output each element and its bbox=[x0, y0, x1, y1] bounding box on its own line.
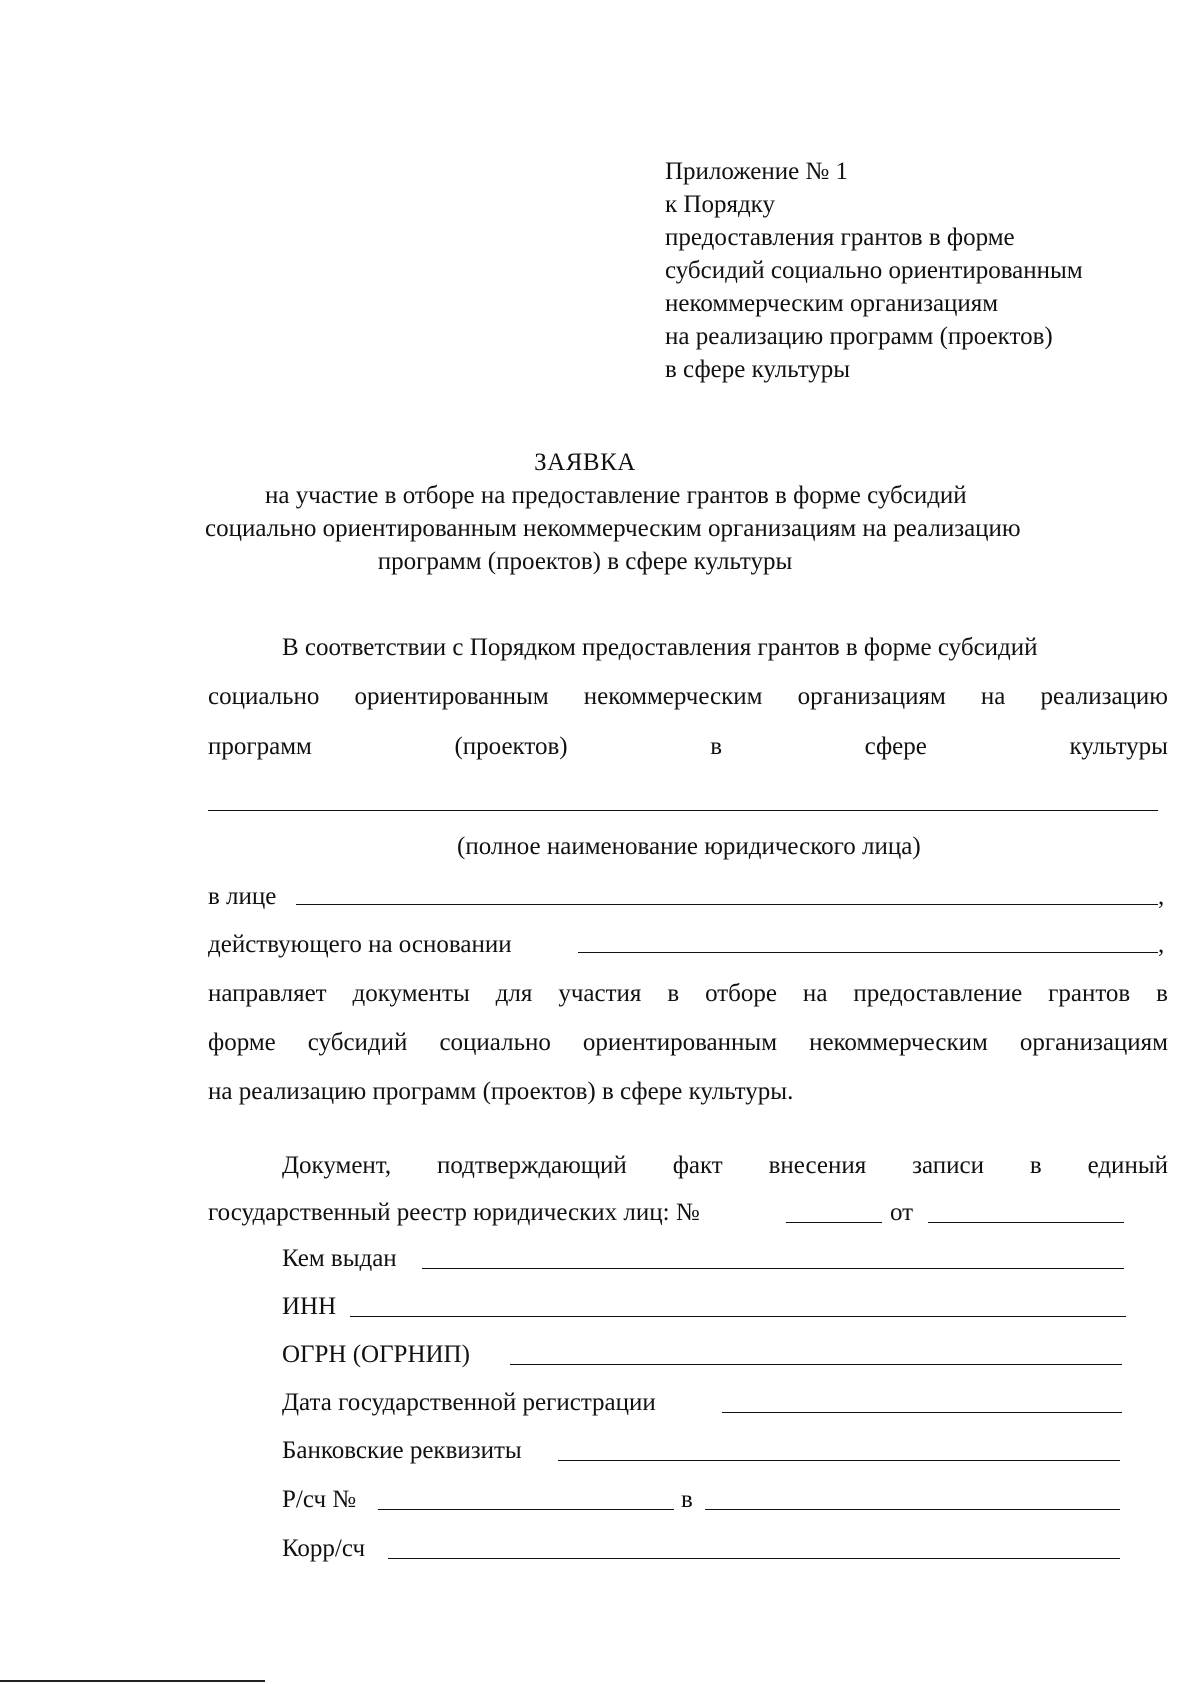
p2-line-3: на реализацию программ (проектов) в сфере культуры. bbox=[208, 1078, 794, 1105]
annex-line-6: на реализацию программ (проектов) bbox=[665, 323, 1053, 350]
p1-word-4: сфере bbox=[864, 733, 927, 760]
account-field[interactable] bbox=[378, 1509, 674, 1510]
annex-line-1: Приложение № 1 bbox=[665, 158, 849, 185]
egrul-number-field[interactable] bbox=[786, 1222, 882, 1223]
acting-basis-field[interactable] bbox=[578, 952, 1158, 953]
issued-by-label: Кем выдан bbox=[282, 1245, 397, 1272]
corr-account-field[interactable] bbox=[388, 1558, 1120, 1559]
annex-line-7: в сфере культуры bbox=[665, 356, 851, 383]
inn-field[interactable] bbox=[350, 1316, 1126, 1317]
account-label: Р/сч № bbox=[282, 1486, 357, 1513]
account-in-label: в bbox=[681, 1486, 693, 1513]
full-name-caption: (полное наименование юридического лица) bbox=[457, 833, 921, 860]
full-name-field[interactable] bbox=[208, 810, 1158, 811]
p2-line-2: форме субсидий социально ориентированным некоммерческим организациям bbox=[208, 1029, 1168, 1056]
scan-edge-line bbox=[0, 1680, 265, 1682]
p3-line-2-prefix: государственный реестр юридических лиц: № bbox=[208, 1199, 700, 1226]
acting-basis-label: действующего на основании bbox=[208, 931, 512, 958]
document-title: ЗАЯВКА bbox=[534, 449, 636, 476]
title-line-3: программ (проектов) в сфере культуры bbox=[377, 548, 793, 575]
annex-line-2: к Порядку bbox=[665, 191, 775, 218]
acting-basis-comma: , bbox=[1158, 931, 1165, 958]
inn-label: ИНН bbox=[282, 1293, 337, 1320]
p3-line-1: Документ, подтверждающий факт внесения записи в единый bbox=[282, 1152, 1168, 1179]
in-person-comma: , bbox=[1158, 883, 1165, 910]
ogrn-field[interactable] bbox=[510, 1364, 1122, 1365]
in-person-label: в лице bbox=[208, 883, 277, 910]
title-line-1: на участие в отборе на предоставление грантов в форме субсидий bbox=[265, 482, 967, 509]
bank-details-label: Банковские реквизиты bbox=[282, 1437, 522, 1464]
annex-header bbox=[665, 155, 1083, 386]
issued-by-field[interactable] bbox=[422, 1268, 1124, 1269]
p1-word-1: программ bbox=[208, 733, 312, 760]
p1-line-3 bbox=[208, 733, 1168, 761]
annex-line-4: субсидий социально ориентированным bbox=[665, 257, 1083, 284]
p1-word-2: (проектов) bbox=[454, 733, 568, 760]
ogrn-label: ОГРН (ОГРНИП) bbox=[282, 1341, 470, 1368]
annex-line-3: предоставления грантов в форме bbox=[665, 224, 1015, 251]
p2-line-1: направляет документы для участия в отборе на предоставление грантов в bbox=[208, 980, 1168, 1007]
account-bank-field[interactable] bbox=[705, 1509, 1120, 1510]
p1-word-5: культуры bbox=[1069, 733, 1168, 760]
p1-word-3: в bbox=[710, 733, 722, 760]
in-person-field[interactable] bbox=[296, 904, 1158, 905]
reg-date-field[interactable] bbox=[722, 1412, 1122, 1413]
reg-date-label: Дата государственной регистрации bbox=[282, 1389, 656, 1416]
bank-details-field[interactable] bbox=[558, 1460, 1120, 1461]
p1-line-1: В соответствии с Порядком предоставления грантов в форме субсидий bbox=[282, 634, 1038, 661]
egrul-date-field[interactable] bbox=[928, 1222, 1124, 1223]
corr-account-label: Корр/сч bbox=[282, 1535, 366, 1562]
title-line-2: социально ориентированным некоммерческим организациям на реализацию bbox=[205, 515, 1021, 542]
p1-line-2: социально ориентированным некоммерческим организациям на реализацию bbox=[208, 683, 1168, 710]
annex-line-5: некоммерческим организациям bbox=[665, 290, 999, 317]
document-title-block bbox=[205, 446, 1021, 578]
egrul-from-label: от bbox=[890, 1199, 914, 1226]
